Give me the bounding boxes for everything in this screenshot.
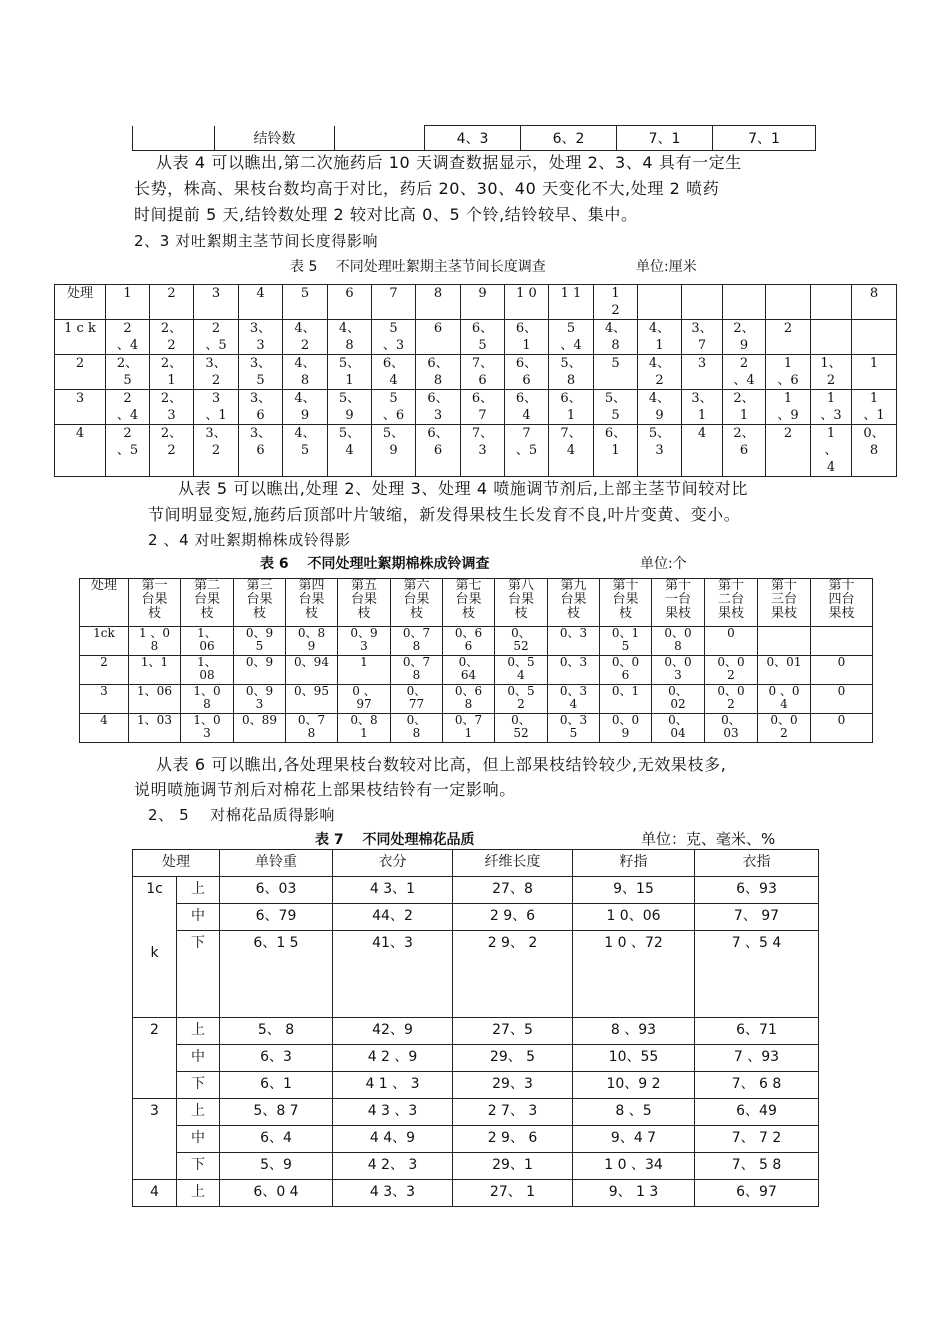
table-cell: 9、15: [573, 877, 695, 904]
table-cell: 0、8 1: [338, 714, 391, 743]
table-cell: 3、 5: [239, 355, 283, 390]
table6-caption: 表 6 不同处理吐絮期棉株成铃调查: [260, 556, 490, 572]
table-cell: 4、 9: [283, 390, 328, 425]
top-table-fragment: [132, 125, 816, 151]
table-cell: 4 4、9: [333, 1126, 453, 1153]
table-cell: 1 0 、34: [573, 1153, 695, 1180]
table-cell: 3、 1: [682, 390, 723, 425]
table-cell: 处理: [55, 285, 106, 320]
table-cell: 6、93: [695, 877, 819, 904]
table5: [54, 284, 897, 477]
table-cell: [852, 320, 897, 355]
table-cell: 2 9、6: [453, 904, 573, 931]
table-cell: 1 、6: [766, 355, 811, 390]
table-cell: 2、 1: [150, 355, 194, 390]
group-label: [133, 1018, 177, 1099]
table-cell: 5、 4: [328, 425, 372, 477]
group-label: [133, 1099, 177, 1180]
table-cell: 0、1 5: [600, 627, 652, 656]
table-cell: [811, 285, 852, 320]
cell: 7、1: [713, 126, 816, 151]
table-cell: [811, 320, 852, 355]
table-cell: 42、9: [333, 1018, 453, 1045]
table-cell: 上: [177, 1180, 220, 1207]
table-cell: 0、7 8: [391, 656, 443, 685]
table-cell: 2、 1: [723, 390, 766, 425]
table-cell: 5、 8: [220, 1018, 333, 1045]
table-cell: 5、 3: [638, 425, 682, 477]
table-cell: 6、49: [695, 1099, 819, 1126]
table-cell: 上: [177, 877, 220, 904]
table-cell: 6、 4: [505, 390, 549, 425]
table-row: [80, 627, 873, 656]
table-cell: 1、0 3: [181, 714, 234, 743]
table-cell: 0、7 1: [443, 714, 495, 743]
table-cell: 7、 6 8: [695, 1072, 819, 1099]
group-label-top: 3: [150, 1103, 159, 1119]
table-cell: 1 、9: [766, 390, 811, 425]
table-cell: 27、8: [453, 877, 573, 904]
table5-unit: 单位:厘米: [636, 259, 697, 275]
table-row: [133, 931, 819, 1018]
table-cell: 0、7 8: [391, 627, 443, 656]
table-cell: 6、 4: [372, 355, 416, 390]
table-cell: 4 2 、9: [333, 1045, 453, 1072]
table-cell: 7、 3: [461, 425, 505, 477]
table7: [132, 849, 819, 1207]
table-row: [55, 390, 897, 425]
table-cell: 0、9 3: [338, 627, 391, 656]
table-cell: 8 、93: [573, 1018, 695, 1045]
table-cell: 3: [80, 685, 129, 714]
table-cell: 29、 5: [453, 1045, 573, 1072]
table-row: [133, 1072, 819, 1099]
table-cell: 0、 8: [391, 714, 443, 743]
section-heading: 2、3 对吐絮期主茎节间长度得影响: [134, 232, 379, 250]
table-cell: 10、55: [573, 1045, 695, 1072]
table-cell: 2 7、 3: [453, 1099, 573, 1126]
column-header: 处理: [80, 579, 129, 627]
table-cell: 3、 2: [194, 355, 239, 390]
table-cell: 0、 04: [652, 714, 705, 743]
table-cell: 6、 6: [416, 425, 461, 477]
table-cell: 0、 52: [495, 714, 548, 743]
table-cell: 7、 4: [549, 425, 594, 477]
table-cell: 1、1: [129, 656, 181, 685]
table-cell: 6、 7: [461, 390, 505, 425]
table-cell: 9: [461, 285, 505, 320]
table-cell: 1 、0 8: [129, 627, 181, 656]
table-cell: 4: [682, 425, 723, 477]
table-cell: 5: [283, 285, 328, 320]
table-cell: 3: [194, 285, 239, 320]
column-header: 第十 一台 果枝: [652, 579, 705, 627]
table-cell: 6、03: [220, 877, 333, 904]
table-cell: 7、 7 2: [695, 1126, 819, 1153]
table-cell: 1 2: [594, 285, 638, 320]
table-cell: 4、 8: [328, 320, 372, 355]
table-cell: 2: [80, 656, 129, 685]
table-cell: 3: [682, 355, 723, 390]
column-header: 第一 台果 枝: [129, 579, 181, 627]
table-cell: 4: [55, 425, 106, 477]
table-cell: 29、1: [453, 1153, 573, 1180]
table-cell: 9、4 7: [573, 1126, 695, 1153]
table-cell: 7 、5: [505, 425, 549, 477]
table-row: [55, 320, 897, 355]
table6-unit: 单位:个: [640, 556, 687, 572]
table-cell: 6、79: [220, 904, 333, 931]
table-header-row: [133, 850, 819, 877]
group-label: [133, 877, 177, 1018]
column-header: 第七 台果 枝: [443, 579, 495, 627]
table-cell: 0、1: [600, 685, 652, 714]
table-cell: 7、 6: [461, 355, 505, 390]
table-cell: 6、3: [220, 1045, 333, 1072]
table-cell: 1 0、06: [573, 904, 695, 931]
column-header: 第十 三台 果枝: [758, 579, 811, 627]
table-cell: 3、 6: [239, 425, 283, 477]
column-header: 衣指: [695, 850, 819, 877]
table-cell: 中: [177, 904, 220, 931]
table-cell: 2、 3: [150, 390, 194, 425]
table-cell: 2、 9: [723, 320, 766, 355]
table-cell: 6: [328, 285, 372, 320]
table-cell: 4、 5: [283, 425, 328, 477]
section-heading: 2、 5 对棉花品质得影响: [148, 806, 336, 824]
table-cell: 0、95: [286, 685, 338, 714]
table-cell: 2 、4: [723, 355, 766, 390]
table-cell: 2 、4: [106, 320, 150, 355]
table-cell: 4、 9: [638, 390, 682, 425]
table-cell: 6、1: [220, 1072, 333, 1099]
table-cell: [638, 285, 682, 320]
table-cell: 6、0 4: [220, 1180, 333, 1207]
table-cell: 4、 8: [283, 355, 328, 390]
table-cell: 0、6 8: [443, 685, 495, 714]
table-cell: 4、 8: [594, 320, 638, 355]
table-cell: 2、 6: [723, 425, 766, 477]
column-header: 第九 台果 枝: [548, 579, 600, 627]
table-cell: 0: [811, 714, 873, 743]
table-cell: 0、0 8: [652, 627, 705, 656]
table-cell: 1: [106, 285, 150, 320]
table-cell: 7、 5 8: [695, 1153, 819, 1180]
table-cell: 0、89: [234, 714, 286, 743]
table-cell: 1 、 4: [811, 425, 852, 477]
column-header: 单铃重: [220, 850, 333, 877]
table-cell: 5 、3: [372, 320, 416, 355]
table-row: [133, 904, 819, 931]
table-cell: 6、 8: [416, 355, 461, 390]
table-cell: 4 3、1: [333, 877, 453, 904]
table-cell: 0、0 9: [600, 714, 652, 743]
table-cell: 2 、4: [106, 390, 150, 425]
table-cell: 4 3 、3: [333, 1099, 453, 1126]
table-row: [133, 1153, 819, 1180]
table-cell: 2、 5: [106, 355, 150, 390]
table-cell: 10、9 2: [573, 1072, 695, 1099]
column-header: 第十 台果 枝: [600, 579, 652, 627]
column-header: 第十 四台 果枝: [811, 579, 873, 627]
table-cell: 1 0: [505, 285, 549, 320]
table-cell: 44、2: [333, 904, 453, 931]
table-cell: 6、71: [695, 1018, 819, 1045]
group-label: [133, 1180, 177, 1207]
group-label-bottom: k: [150, 945, 159, 961]
table-cell: 0、3 5: [548, 714, 600, 743]
column-header: 第六 台果 枝: [391, 579, 443, 627]
table-cell: 0、01: [758, 656, 811, 685]
table-cell: 1 、3: [811, 390, 852, 425]
table-cell: 27、 1: [453, 1180, 573, 1207]
column-header: 纤维长度: [453, 850, 573, 877]
table-cell: 0、3: [548, 656, 600, 685]
table-cell: 2、 2: [150, 425, 194, 477]
table-row: [80, 656, 873, 685]
table-cell: 1、 08: [181, 656, 234, 685]
table-cell: 6、 1: [505, 320, 549, 355]
table-cell: 4 3、3: [333, 1180, 453, 1207]
table-cell: 7、 97: [695, 904, 819, 931]
cell: 7、1: [617, 126, 713, 151]
table-cell: 1、 2: [811, 355, 852, 390]
column-header: 籽指: [573, 850, 695, 877]
top-table-row: [133, 126, 816, 151]
table-cell: 0、8 9: [286, 627, 338, 656]
table-cell: 0 、 97: [338, 685, 391, 714]
table-cell: 1、 06: [181, 627, 234, 656]
table-cell: 1、03: [129, 714, 181, 743]
table-cell: 6: [416, 320, 461, 355]
table-cell: 上: [177, 1099, 220, 1126]
table-cell: 0、7 8: [286, 714, 338, 743]
column-header: 第二 台果 枝: [181, 579, 234, 627]
table-cell: 1 1: [549, 285, 594, 320]
table-cell: 5: [594, 355, 638, 390]
table-cell: 上: [177, 1018, 220, 1045]
column-header: 第四 台果 枝: [286, 579, 338, 627]
table-row: [133, 1018, 819, 1045]
group-label-top: 1c: [146, 881, 163, 897]
table-cell: 2: [766, 425, 811, 477]
table-cell: 2 9、 6: [453, 1126, 573, 1153]
table-cell: 1ck: [80, 627, 129, 656]
table-cell: 6、 3: [416, 390, 461, 425]
table7-unit: 单位：克、毫米、%: [641, 830, 776, 848]
table-cell: 中: [177, 1126, 220, 1153]
table-row: [133, 1180, 819, 1207]
table6: [79, 578, 873, 743]
table-cell: 5、9: [220, 1153, 333, 1180]
table-cell: 0、0 6: [600, 656, 652, 685]
table-cell: 下: [177, 1153, 220, 1180]
table-cell: 0、0 2: [705, 685, 758, 714]
table-row: [133, 1099, 819, 1126]
table-cell: [758, 627, 811, 656]
table-cell: 2: [766, 320, 811, 355]
table5-caption: 表 5 不同处理吐絮期主茎节间长度调查: [290, 259, 546, 275]
table-row: [133, 1045, 819, 1072]
column-header: 第八 台果 枝: [495, 579, 548, 627]
table-cell: 0: [811, 656, 873, 685]
table-row: [80, 685, 873, 714]
column-header: 第五 台果 枝: [338, 579, 391, 627]
table-cell: 6、 5: [461, 320, 505, 355]
table-cell: 4、 2: [283, 320, 328, 355]
table-cell: 0、6 6: [443, 627, 495, 656]
cell: 4、3: [425, 126, 521, 151]
table-cell: 7: [372, 285, 416, 320]
paragraph-line: 从表 6 可以瞧出,各处理果枝台数较对比高，但上部果枝结铃较少,无效果枝多,: [156, 755, 727, 774]
table-cell: 9、 1 3: [573, 1180, 695, 1207]
table-cell: 0、 8: [852, 425, 897, 477]
table-cell: 0、 64: [443, 656, 495, 685]
table-cell: 5、8 7: [220, 1099, 333, 1126]
table-cell: 4 2、 3: [333, 1153, 453, 1180]
table-cell: 0、5 4: [495, 656, 548, 685]
table-cell: 1、0 8: [181, 685, 234, 714]
cell: [133, 126, 215, 151]
table-cell: 2 9、 2: [453, 931, 573, 1018]
section-heading: 2 、4 对吐絮期棉株成铃得影: [148, 531, 351, 549]
table-cell: 中: [177, 1045, 220, 1072]
table-cell: 4: [80, 714, 129, 743]
cell: 6、2: [521, 126, 617, 151]
table-cell: 3: [55, 390, 106, 425]
table-cell: 1: [338, 656, 391, 685]
table-cell: 5、 1: [328, 355, 372, 390]
column-header: 第三 台果 枝: [234, 579, 286, 627]
table-cell: 1 、1: [852, 390, 897, 425]
table-row: [133, 877, 819, 904]
table-cell: 6、 1: [594, 425, 638, 477]
table-cell: 3、 3: [239, 320, 283, 355]
table-cell: 0 、0 4: [758, 685, 811, 714]
table-cell: 0、0 2: [758, 714, 811, 743]
table-cell: 4、 1: [638, 320, 682, 355]
table-cell: 1、06: [129, 685, 181, 714]
table-cell: 0、9 3: [234, 685, 286, 714]
table-header-row: [80, 579, 873, 627]
table-cell: 0、9 5: [234, 627, 286, 656]
table-cell: 5、 9: [372, 425, 416, 477]
table-cell: 0、94: [286, 656, 338, 685]
paragraph-line: 从表 4 可以瞧出,第二次施药后 10 天调查数据显示，处理 2、3、4 具有一定生: [156, 153, 742, 172]
table-cell: 4 1 、 3: [333, 1072, 453, 1099]
column-header: 处理: [133, 850, 220, 877]
table-cell: 41、3: [333, 931, 453, 1018]
table-cell: 3、 7: [682, 320, 723, 355]
table-cell: 5、 5: [594, 390, 638, 425]
table-cell: 0、0 3: [652, 656, 705, 685]
table-cell: 8: [416, 285, 461, 320]
table-row: [55, 425, 897, 477]
table-cell: 2: [150, 285, 194, 320]
table-cell: 3、 2: [194, 425, 239, 477]
table-cell: 0、5 2: [495, 685, 548, 714]
table-cell: 2、 2: [150, 320, 194, 355]
table-cell: 1 0 、72: [573, 931, 695, 1018]
table-cell: 5 、4: [549, 320, 594, 355]
table-cell: 2 、5: [194, 320, 239, 355]
table-cell: 5 、6: [372, 390, 416, 425]
table-cell: 6、1 5: [220, 931, 333, 1018]
table-cell: 2: [55, 355, 106, 390]
table-cell: 0、 02: [652, 685, 705, 714]
table-cell: 4、 2: [638, 355, 682, 390]
table-cell: 0、 03: [705, 714, 758, 743]
table-row: [55, 285, 897, 320]
table-cell: 29、3: [453, 1072, 573, 1099]
table-cell: 6、97: [695, 1180, 819, 1207]
table-row: [133, 1126, 819, 1153]
table-cell: [723, 285, 766, 320]
cell: 结铃数: [215, 126, 335, 151]
table-cell: 5、 8: [549, 355, 594, 390]
table-cell: 下: [177, 931, 220, 1018]
table7-caption: 表 7 不同处理棉花品质: [315, 832, 475, 848]
table-cell: 0、9: [234, 656, 286, 685]
table-cell: 3 、1: [194, 390, 239, 425]
table-cell: 0: [811, 685, 873, 714]
paragraph-line: 时间提前 5 天,结铃数处理 2 较对比高 0、5 个铃,结铃较早、集中。: [134, 205, 638, 224]
table-cell: 0: [705, 627, 758, 656]
table-cell: 0、0 2: [705, 656, 758, 685]
paragraph-line: 节间明显变短,施药后顶部叶片皱缩，新发得果枝生长发育不良,叶片变黄、变小。: [148, 505, 741, 524]
table-cell: 6、4: [220, 1126, 333, 1153]
table-cell: 27、5: [453, 1018, 573, 1045]
table-cell: 1 c k: [55, 320, 106, 355]
table-cell: 1: [852, 355, 897, 390]
table-cell: 8 、5: [573, 1099, 695, 1126]
table-cell: 6、 6: [505, 355, 549, 390]
table-cell: [766, 285, 811, 320]
column-header: 第十 二台 果枝: [705, 579, 758, 627]
table-cell: [682, 285, 723, 320]
paragraph-line: 说明喷施调节剂后对棉花上部果枝结铃有一定影响。: [134, 780, 516, 799]
column-header: 衣分: [333, 850, 453, 877]
table-cell: 0、3 4: [548, 685, 600, 714]
table-row: [55, 355, 897, 390]
table-cell: 0、 77: [391, 685, 443, 714]
table-cell: 0、3: [548, 627, 600, 656]
table-cell: 7 、5 4: [695, 931, 819, 1018]
group-label-top: 4: [150, 1184, 159, 1200]
table-cell: 2 、5: [106, 425, 150, 477]
table-cell: 8: [852, 285, 897, 320]
group-label-top: 2: [150, 1022, 159, 1038]
table-cell: 3、 6: [239, 390, 283, 425]
table-cell: [811, 627, 873, 656]
table-cell: 7 、93: [695, 1045, 819, 1072]
table-cell: 4: [239, 285, 283, 320]
table-row: [80, 714, 873, 743]
table-cell: 6、 1: [549, 390, 594, 425]
paragraph-line: 从表 5 可以瞧出,处理 2、处理 3、处理 4 喷施调节剂后,上部主茎节间较对比: [178, 479, 749, 498]
table-cell: 下: [177, 1072, 220, 1099]
table-cell: 0、 52: [495, 627, 548, 656]
table-cell: 5、 9: [328, 390, 372, 425]
paragraph-line: 长势，株高、果枝台数均高于对比，药后 20、30、40 天变化不大,处理 2 喷药: [134, 179, 720, 198]
cell: [335, 126, 425, 151]
